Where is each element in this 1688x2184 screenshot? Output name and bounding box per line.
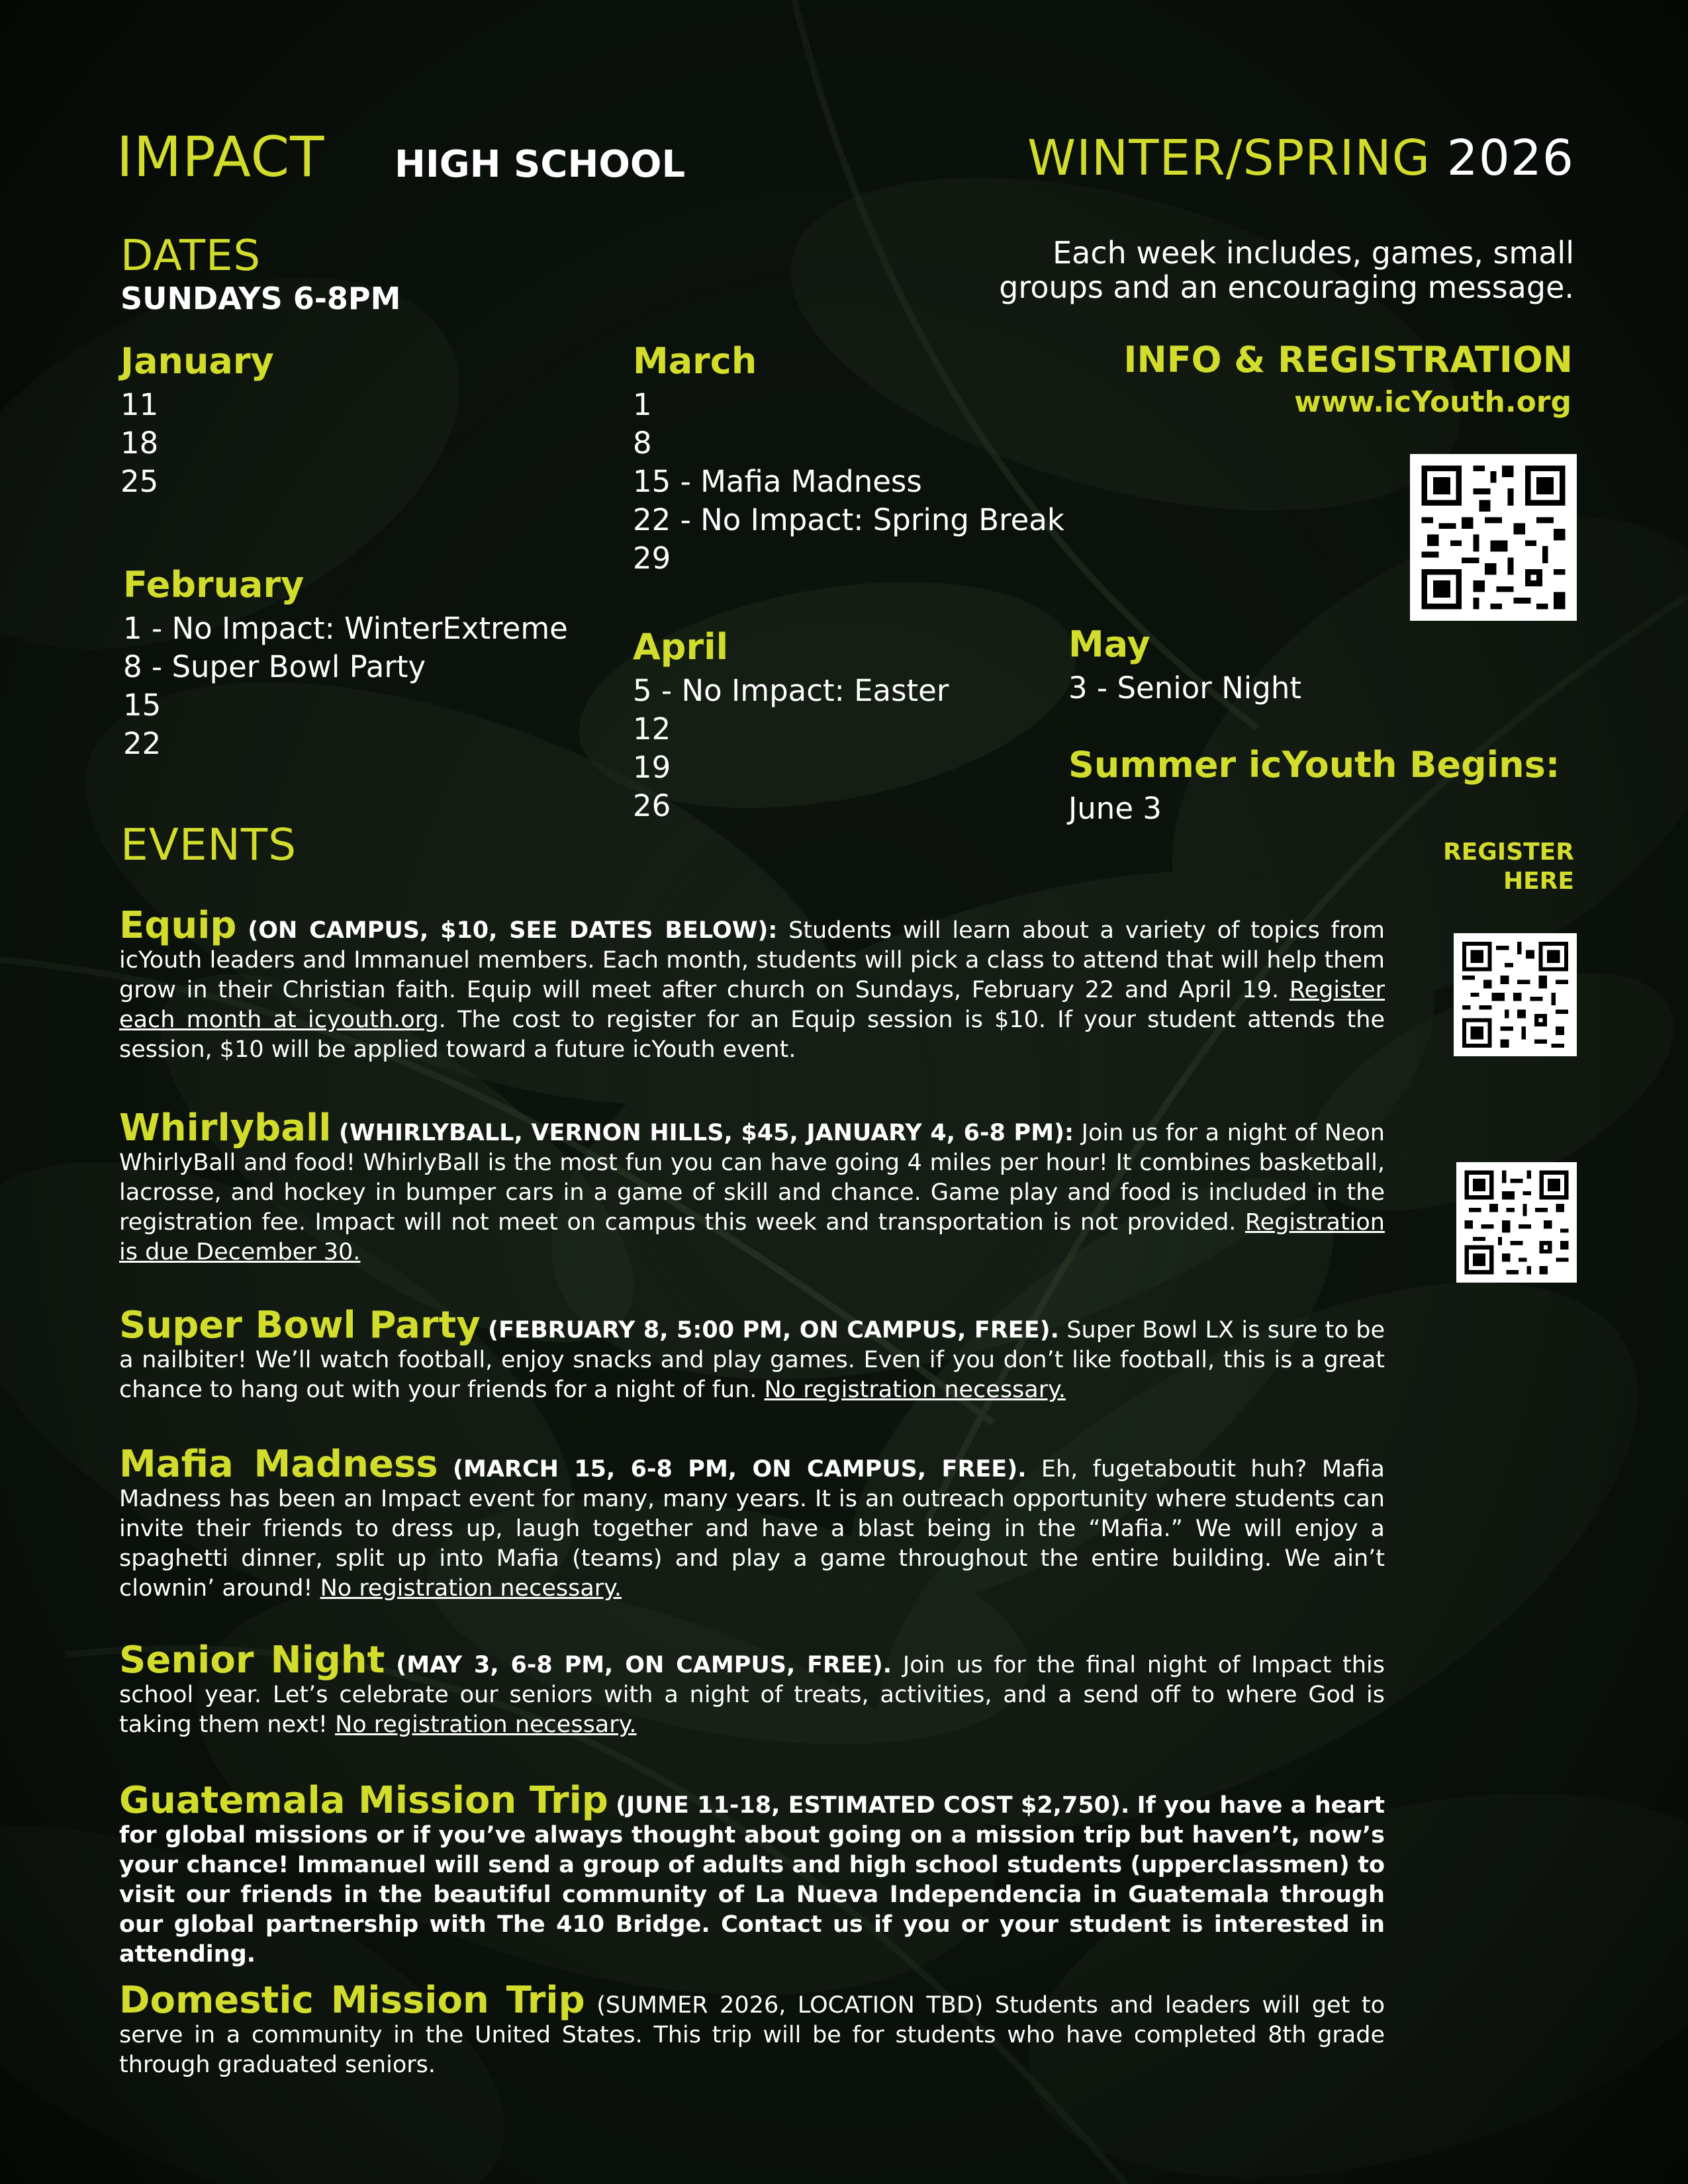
season-year: 2026 bbox=[1446, 130, 1574, 187]
qr-code-equip[interactable] bbox=[1454, 933, 1577, 1056]
season-title bbox=[1027, 130, 1574, 187]
event-details: (MAY 3, 6-8 PM, ON CAMPUS, FREE). bbox=[396, 1652, 892, 1678]
event-description: If you have a heart for global missions or if you’ve always thought about going on a mission trip but haven’t, now’s your chance! Immanuel will send a group of adults and high school students (upperclassmen) to visit our friends in the beautiful community of La Nueva Independencia in Guatemala through our global partnership with The 410 Bridge. Contact us if you or your student is interested in attending. bbox=[119, 1792, 1385, 1968]
month-name: April bbox=[633, 626, 729, 668]
date-list bbox=[1068, 669, 1301, 707]
month-may bbox=[1068, 623, 1301, 707]
event-title: Whirlyball bbox=[119, 1107, 332, 1150]
register-here-line: REGISTER bbox=[1442, 839, 1574, 866]
event-description: Join us for a night of Neon WhirlyBall and food! WhirlyBall is the most fun you can have going 4 miles per hour! It combines basketball, lacrosse, and hockey in bumper cars in a game of skill and chance. Game play and food is included in the registration fee. Impact will not meet on campus this week and transportation is not provided. bbox=[119, 1120, 1385, 1236]
date-item: 22 - No Impact: Spring Break bbox=[633, 502, 1064, 537]
event-guatemala-mission-trip bbox=[119, 1779, 1385, 1970]
month-name: May bbox=[1068, 623, 1150, 665]
month-april bbox=[633, 626, 949, 825]
summer-date: June 3 bbox=[1068, 791, 1162, 826]
info-heading: INFO & REGISTRATION bbox=[1123, 339, 1573, 381]
event-description: Eh, fugetaboutit huh? Mafia Madness has been an Impact event for many, many years. It is an outreach opportunity where students can invite their friends to dress up, laugh together and have a blast being in the “Mafia.” We will enjoy a spaghetti dinner, split up into Mafia (teams) and play a game throughout the entire building. We ain’t clownin’ around! bbox=[119, 1456, 1385, 1602]
event-title: Super Bowl Party bbox=[119, 1304, 481, 1347]
qr-code-registration[interactable] bbox=[1410, 454, 1577, 621]
weekly-note-line: Each week includes, games, small bbox=[1053, 235, 1574, 271]
event-description: Join us for the final night of Impact this school year. Let’s celebrate our seniors with a night of treats, activities, and a send off to where God is taking them next! bbox=[119, 1652, 1385, 1738]
event-details: (ON CAMPUS, $10, SEE DATES BELOW): bbox=[248, 917, 778, 944]
date-item: 1 bbox=[633, 387, 652, 422]
weekly-note bbox=[879, 236, 1574, 304]
event-whirlyball bbox=[119, 1107, 1385, 1267]
date-item: 26 bbox=[633, 788, 671, 823]
date-list bbox=[120, 386, 274, 501]
qr-code-whirlyball[interactable] bbox=[1456, 1162, 1577, 1283]
event-description: Super Bowl LX is sure to be a nailbiter! We’ll watch football, enjoy snacks and play games. Even if you don’t like football, this is a great chance to hang out with your friends for a night of fun. bbox=[119, 1317, 1385, 1403]
event-description: . The cost to register for an Equip session is $10. If your student attends the session, $10 will be applied toward a future icYouth event. bbox=[119, 1007, 1385, 1063]
date-item: 22 bbox=[123, 726, 162, 761]
event-registration-note: No registration necessary. bbox=[320, 1575, 622, 1602]
event-title: Domestic Mission Trip bbox=[119, 1979, 585, 2022]
month-name: January bbox=[120, 340, 274, 382]
event-registration-note: No registration necessary. bbox=[764, 1377, 1066, 1403]
register-here-line: HERE bbox=[1503, 868, 1574, 895]
date-item: 3 - Senior Night bbox=[1068, 670, 1301, 705]
date-item: 15 - Mafia Madness bbox=[633, 464, 922, 499]
summer-start bbox=[1068, 744, 1560, 828]
date-item: 1 - No Impact: WinterExtreme bbox=[123, 611, 568, 646]
info-url-link[interactable]: www.icYouth.org bbox=[1294, 385, 1571, 419]
date-list bbox=[633, 672, 949, 825]
event-equip bbox=[119, 904, 1385, 1065]
event-senior-night bbox=[119, 1639, 1385, 1740]
event-details: (JUNE 11-18, ESTIMATED COST $2,750). bbox=[616, 1792, 1130, 1819]
month-name: February bbox=[123, 564, 305, 606]
event-title: Equip bbox=[119, 904, 237, 947]
date-item: 25 bbox=[120, 464, 159, 499]
dates-schedule: SUNDAYS 6-8PM bbox=[120, 281, 401, 316]
month-february bbox=[123, 564, 568, 763]
date-item: 18 bbox=[120, 426, 159, 461]
summer-heading: Summer icYouth Begins: bbox=[1068, 744, 1560, 786]
date-item: 29 bbox=[633, 541, 671, 576]
event-details: (SUMMER 2026, LOCATION TBD) bbox=[596, 1992, 984, 2019]
dates-heading: DATES bbox=[120, 232, 261, 281]
date-list bbox=[633, 386, 1064, 578]
month-march bbox=[633, 340, 1064, 578]
event-details: (WHIRLYBALL, VERNON HILLS, $45, JANUARY 4, 6-8 PM): bbox=[339, 1120, 1074, 1146]
event-details: (MARCH 15, 6-8 PM, ON CAMPUS, FREE). bbox=[453, 1456, 1027, 1482]
date-item: 5 - No Impact: Easter bbox=[633, 673, 949, 708]
event-title: Senior Night bbox=[119, 1639, 385, 1682]
level-title: HIGH SCHOOL bbox=[395, 143, 686, 186]
date-item: 8 - Super Bowl Party bbox=[123, 649, 426, 684]
event-registration-note: No registration necessary. bbox=[335, 1711, 637, 1738]
date-item: 12 bbox=[633, 711, 671, 747]
event-domestic-mission-trip bbox=[119, 1979, 1385, 2080]
month-january bbox=[120, 340, 274, 501]
event-mafia-madness bbox=[119, 1443, 1385, 1604]
event-description: Students and leaders will get to serve in a community in the United States. This trip will be for students who have completed 8th grade through graduated seniors. bbox=[119, 1992, 1385, 2078]
date-item: 8 bbox=[633, 426, 652, 461]
event-description: Students will learn about a variety of topics from icYouth leaders and Immanuel members. Each month, students will pick a class to attend that will help them grow in their Christian faith. Equip will meet after church on Sundays, February 22 and April 19. bbox=[119, 917, 1385, 1003]
event-registration-link[interactable]: Registration is due December 30. bbox=[119, 1209, 1385, 1265]
register-here-label bbox=[1443, 838, 1574, 896]
date-item: 11 bbox=[120, 387, 159, 422]
event-title: Guatemala Mission Trip bbox=[119, 1779, 608, 1822]
event-super-bowl-party bbox=[119, 1304, 1385, 1405]
event-registration-link[interactable]: Register each month at icyouth.org bbox=[119, 977, 1385, 1033]
date-list bbox=[123, 610, 568, 763]
event-title: Mafia Madness bbox=[119, 1443, 438, 1486]
event-details: (FEBRUARY 8, 5:00 PM, ON CAMPUS, FREE). bbox=[488, 1317, 1059, 1343]
date-item: 19 bbox=[633, 750, 671, 785]
weekly-note-line: groups and an encouraging message. bbox=[999, 269, 1574, 305]
brand-title: IMPACT bbox=[117, 124, 325, 189]
date-item: 15 bbox=[123, 688, 162, 723]
events-heading: EVENTS bbox=[120, 819, 297, 870]
month-name: March bbox=[633, 340, 757, 382]
season-name: WINTER/SPRING bbox=[1027, 130, 1431, 187]
